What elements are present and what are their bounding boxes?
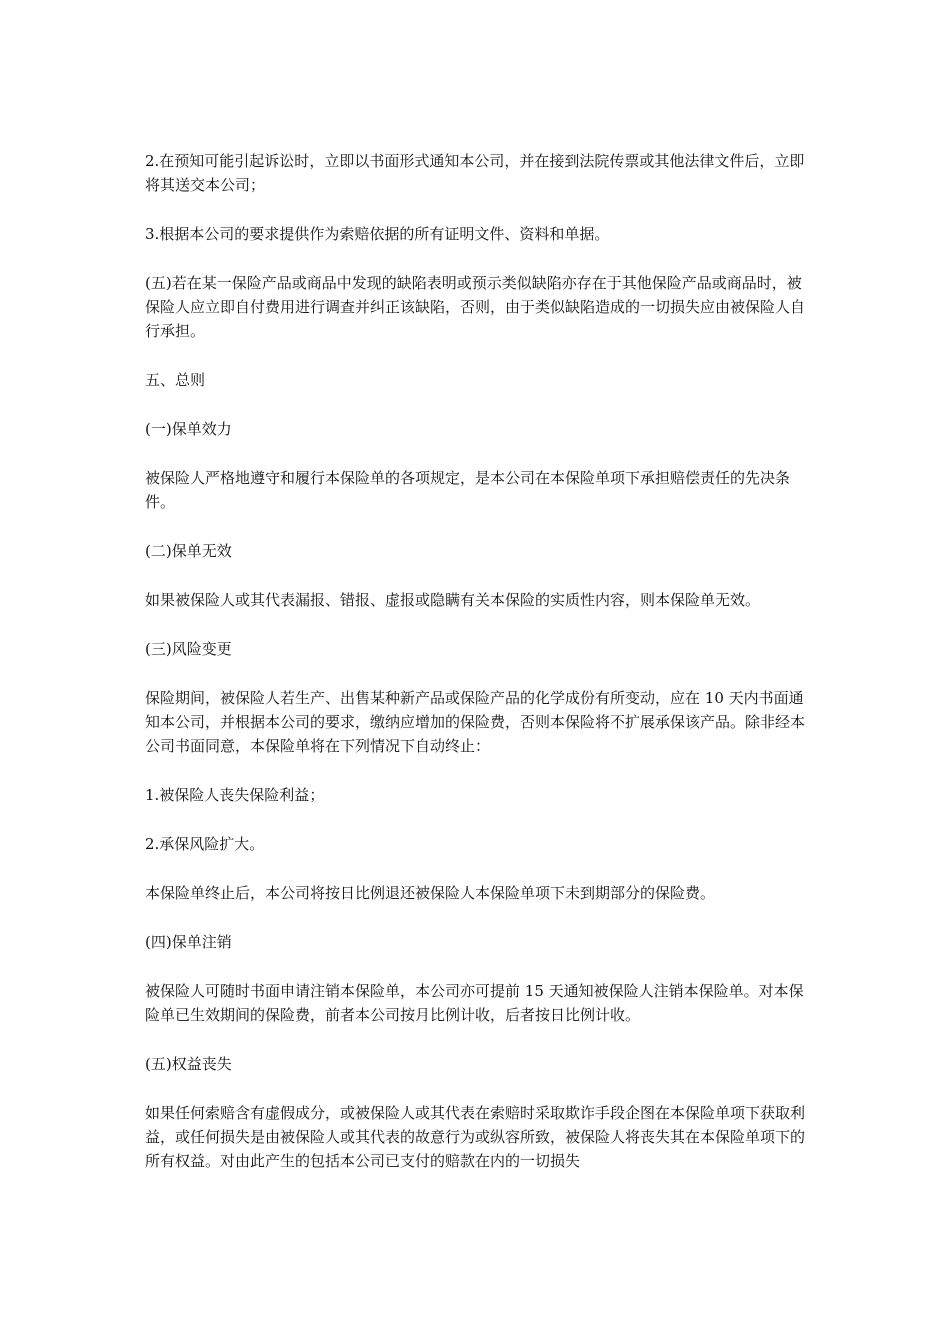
paragraph-policy-invalid: 如果被保险人或其代表漏报、错报、虚报或隐瞒有关本保险的实质性内容，则本保险单无效。 xyxy=(145,591,761,609)
paragraph-policy-cancellation: 被保险人可随时书面申请注销本保险单，本公司亦可提前 15 天通知被保险人注销本保险单。对本保险单已生效期间的保险费，前者本公司按月比例计收，后者按日比例计收。 xyxy=(145,982,804,1024)
subheading-forfeiture: (五)权益丧失 xyxy=(145,1055,232,1073)
paragraph-risk-change: 保险期间，被保险人若生产、出售某种新产品或保险产品的化学成份有所变动，应在 10 天内书面通知本公司，并根据本公司的要求，缴纳应增加的保险费，否则本保险将不扩展承保该产品。除非经本公司书面同意，本保险单将在下列情况下自动终止： xyxy=(145,689,806,755)
section-heading-general-provisions: 五、总则 xyxy=(145,371,206,389)
subheading-policy-effect: (一)保单效力 xyxy=(145,420,232,438)
subheading-risk-change: (三)风险变更 xyxy=(145,640,232,658)
paragraph-similar-defects: (五)若在某一保险产品或商品中发现的缺陷表明或预示类似缺陷亦存在于其他保险产品或商品时，被保险人应立即自付费用进行调查并纠正该缺陷，否则，由于类似缺陷造成的一切损失应由被保险人自行承担。 xyxy=(145,274,806,340)
paragraph-forfeiture: 如果任何索赔含有虚假成分，或被保险人或其代表在索赔时采取欺诈手段企图在本保险单项下获取利益，或任何损失是由被保险人或其代表的故意行为或纵容所致，被保险人将丧失其在本保险单项下的所有权益。对由此产生的包括本公司已支付的赔款在内的一切损失 xyxy=(145,1104,806,1170)
document-body xyxy=(145,149,815,1173)
paragraph-provide-documents: 3.根据本公司的要求提供作为索赔依据的所有证明文件、资料和单据。 xyxy=(145,225,610,243)
paragraph-policy-effect: 被保险人严格地遵守和履行本保险单的各项规定，是本公司在本保险单项下承担赔偿责任的先决条件。 xyxy=(145,469,791,511)
paragraph-premium-refund: 本保险单终止后，本公司将按日比例退还被保险人本保险单项下未到期部分的保险费。 xyxy=(145,884,716,902)
paragraph-notify-litigation: 2.在预知可能引起诉讼时，立即以书面形式通知本公司，并在接到法院传票或其他法律文件后，立即将其送交本公司； xyxy=(145,152,805,194)
subheading-policy-cancellation: (四)保单注销 xyxy=(145,933,232,951)
subheading-policy-invalid: (二)保单无效 xyxy=(145,542,232,560)
list-item-lose-insurable-interest: 1.被保险人丧失保险利益； xyxy=(145,786,325,804)
list-item-risk-expansion: 2.承保风险扩大。 xyxy=(145,835,265,853)
